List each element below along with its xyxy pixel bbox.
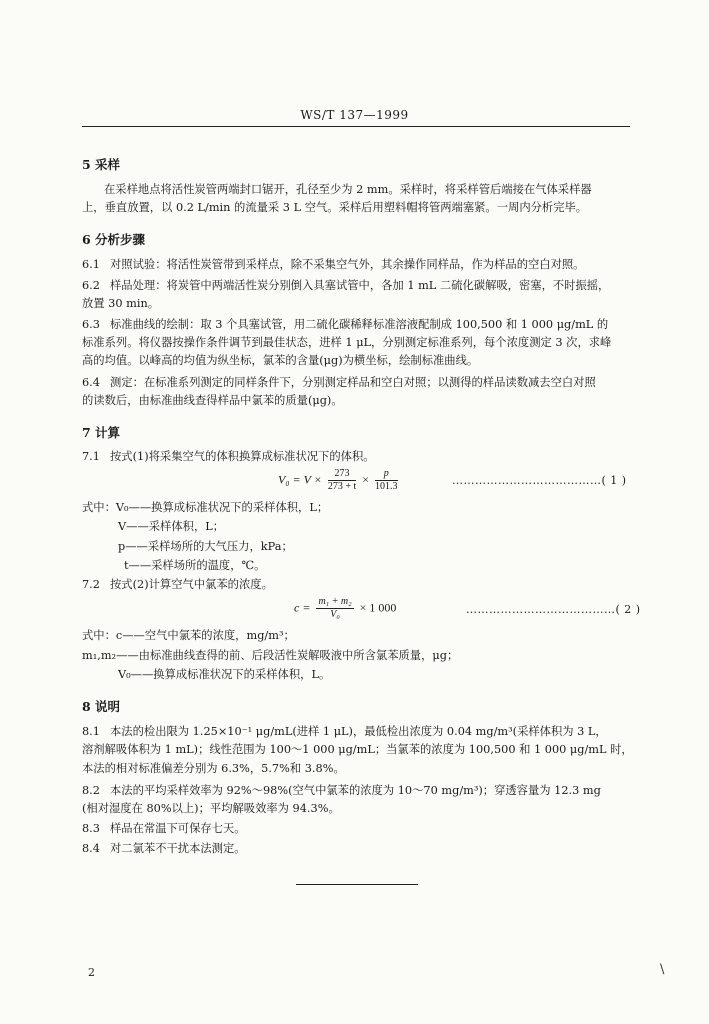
- page-number: 2: [88, 966, 95, 979]
- item-8-4-number: 8.4: [82, 842, 100, 855]
- section-7-heading: 7 计算: [82, 425, 121, 440]
- section-5-heading: 5 采样: [82, 157, 121, 172]
- item-8-3-number: 8.3: [82, 822, 100, 835]
- item-8-3-line-1: 样品在常温下可保存七天。: [110, 822, 246, 835]
- item-8-4-line-1: 对二氯苯不干扰本法测定。: [110, 842, 246, 855]
- where-1-t: t——采样场所的温度，℃。: [124, 559, 266, 572]
- section-6-heading: 6 分析步骤: [82, 232, 146, 247]
- item-8-1-line-3: 本法的相对标准偏差分别为 6.3%，5.7%和 3.8%。: [82, 762, 345, 775]
- formula-1-times: ×: [362, 472, 370, 487]
- item-6-4-line-2: 的读数后，由标准曲线查得样品中氯苯的质量(μg)。: [82, 394, 343, 407]
- item-6-3-line-1: 标准曲线的绘制：取 3 个具塞试管，用二硫化碳稀释标准溶液配制成 100,500 和 1 000 μg/mL 的: [110, 318, 609, 331]
- formula-1-fraction-temperature: [328, 468, 356, 493]
- item-6-1-line-1: 对照试验：将活性炭管带到采样点，除不采集空气外，其余操作同样品，作为样品的空白对照。: [110, 258, 585, 271]
- formula-1-frac1-numerator: 273: [328, 468, 356, 481]
- standard-code-header: WS/T 137—1999: [300, 108, 409, 122]
- formula-1-tag: …………………………………( 1 ): [452, 474, 627, 487]
- item-8-1-number: 8.1: [82, 725, 100, 738]
- item-6-2-line-1: 样品处理：将炭管中两端活性炭分别倒入具塞试管中，各加 1 mL 二硫化碳解吸，密塞，不时振摇，: [110, 279, 610, 292]
- formula-2-tag: …………………………………( 2 ): [466, 603, 641, 616]
- section-8-heading: 8 说明: [82, 699, 121, 714]
- formula-2-denominator: V₀: [330, 609, 340, 620]
- item-7-2-number: 7.2: [82, 578, 100, 591]
- scan-corner-mark: \: [660, 962, 665, 977]
- section-5-line-1: 在采样地点将活性炭管两端封口锯开，孔径至少为 2 mm。采样时，将采样管后端接在气体采样器: [104, 183, 592, 196]
- item-7-2-line-1: 按式(2)计算空气中氯苯的浓度。: [110, 578, 273, 591]
- item-8-1-line-2: 溶剂解吸体积为 1 mL)；线性范围为 100～1 000 μg/mL；当氯苯的浓度为 100,500 和 1 000 μg/mL 时，: [82, 743, 633, 756]
- item-8-1-line-1: 本法的检出限为 1.25×10⁻¹ μg/mL(进样 1 μL)，最低检出浓度为 0.04 mg/m³(采样体积为 3 L，: [110, 725, 607, 738]
- where-1-v: V——采样体积，L；: [118, 520, 225, 533]
- formula-1-frac2-denominator: 101.3: [375, 481, 398, 492]
- item-6-1-number: 6.1: [82, 258, 100, 271]
- item-6-4-line-1: 测定：在标准系列测定的同样条件下，分别测定样品和空白对照；以测得的样品读数减去空白对照: [110, 376, 596, 389]
- where-2-m: m₁,m₂——由标准曲线查得的前、后段活性炭解吸液中所含氯苯质量，μg；: [82, 649, 459, 662]
- where-1-v0: 式中：V₀——换算成标准状况下的采样体积，L；: [82, 501, 329, 514]
- formula-2-numerator: m₁ + m₂: [318, 596, 352, 607]
- formula-2-rhs: × 1 000: [359, 600, 397, 615]
- formula-2-fraction: [316, 596, 353, 621]
- end-of-text-rule: [296, 884, 418, 885]
- item-6-3-line-2: 标准系列。将仪器按操作条件调节到最佳状态，进样 1 μL，分别测定标准系列，每个浓度测定 3 次，求峰: [82, 336, 612, 349]
- item-8-2-line-2: (相对湿度在 80%以上)；平均解吸效率为 94.3%。: [82, 802, 340, 815]
- formula-1-frac1-denominator: 273 + t: [327, 481, 357, 492]
- formula-1-fraction-pressure: [375, 468, 398, 493]
- where-2-c: 式中：c——空气中氯苯的浓度，mg/m³；: [82, 629, 295, 642]
- item-6-4-number: 6.4: [82, 376, 100, 389]
- item-8-2-number: 8.2: [82, 784, 100, 797]
- item-6-2-line-2: 放置 30 min。: [82, 297, 160, 310]
- section-5-line-2: 上，垂直放置，以 0.2 L/min 的流量采 3 L 空气。采样后用塑料帽将管两端塞紧。一周内分析完毕。: [82, 201, 588, 214]
- formula-2-lhs: c =: [294, 600, 311, 615]
- item-7-1-line-1: 按式(1)将采集空气的体积换算成标准状况下的体积。: [110, 450, 375, 463]
- formula-1-frac2-numerator: p: [375, 468, 398, 481]
- where-2-v0: V₀——换算成标准状况下的采样体积，L。: [118, 668, 331, 681]
- formula-2: [294, 596, 396, 621]
- item-6-3-line-3: 高的均值。以峰高的均值为纵坐标，氯苯的含量(μg)为横坐标，绘制标准曲线。: [82, 354, 479, 367]
- formula-1-lhs: V₀ = V ×: [278, 472, 322, 487]
- item-7-1-number: 7.1: [82, 450, 100, 463]
- item-8-2-line-1: 本法的平均采样效率为 92%～98%(空气中氯苯的浓度为 10～70 mg/m³)；穿透容量为 12.3 mg: [110, 784, 601, 797]
- item-6-3-number: 6.3: [82, 318, 100, 331]
- header-rule: [82, 126, 630, 127]
- item-6-2-number: 6.2: [82, 279, 100, 292]
- where-1-p: p——采样场所的大气压力，kPa；: [118, 540, 293, 553]
- formula-1: [278, 468, 401, 493]
